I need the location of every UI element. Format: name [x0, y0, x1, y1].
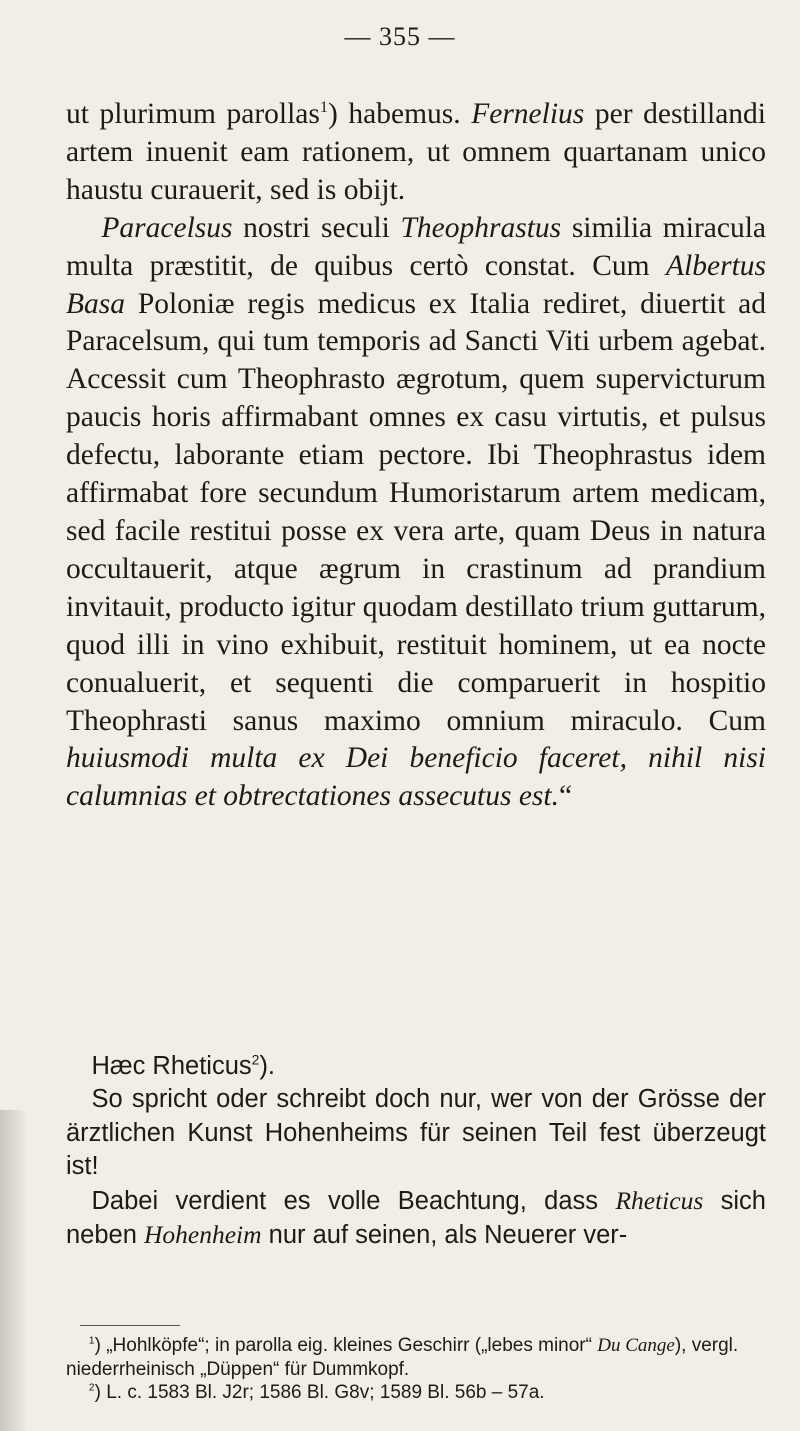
german-commentary: [66, 1050, 766, 1252]
name-theophrastus: Theophrastus: [400, 211, 562, 244]
footnote-mark: 2: [88, 1382, 95, 1394]
text-run: nur auf seinen, als Neuerer ver-: [261, 1221, 628, 1250]
footnote-ref-2[interactable]: 2: [251, 1051, 260, 1068]
closing-quote: “: [558, 780, 573, 813]
name-albertus-basa: Albertus Basa: [66, 249, 766, 320]
text-run: ) „Hohlköpfe“; in parolla eig. kleines Geschirr („lebes minor“: [94, 1335, 598, 1356]
text-run: ).: [259, 1052, 276, 1080]
name-hohenheim: Hohenheim: [144, 1220, 262, 1250]
name-fernelius: Fernelius: [471, 98, 585, 130]
haec-rheticus-line: [66, 1050, 766, 1083]
name-paracelsus: Paracelsus: [101, 211, 233, 244]
italic-closing-sentence: huiusmodi multa ex Dei beneficio faceret, nihil nisi calumnias et obtrectationes assecutus est.: [66, 742, 766, 813]
text-run: ) L. c. 1583 Bl. J2r; 1586 Bl. G8v; 1589 Bl. 56b – 57a.: [94, 1382, 545, 1403]
german-paragraph-1: So spricht oder schreibt doch nur, wer von der Grösse der ärztlichen Kunst Hohenheims für seinen Teil fest überzeugt ist!: [66, 1085, 766, 1181]
text-run: sich neben: [66, 1186, 766, 1250]
binding-shadow: [0, 1110, 28, 1431]
latin-paragraph-1: [66, 96, 766, 210]
name-rheticus: Rheticus: [615, 1185, 704, 1215]
footnote-mark: 1: [88, 1335, 95, 1347]
text-run: ut plurimum parollas: [66, 98, 320, 130]
footnote-2: [66, 1381, 766, 1405]
footnote-1: [66, 1334, 766, 1381]
text-run: Hæc Rheticus: [91, 1052, 252, 1080]
text-run: nostri seculi: [232, 211, 401, 244]
text-run: Dabei verdient es volle Beachtung, dass: [91, 1186, 616, 1215]
text-run: ) habemus.: [327, 98, 472, 130]
text-run: Poloniæ regis medicus ex Italia rediret, diuertit ad Paracelsum, qui tum temporis ad Sancti Viti urbem agebat. Accessit cum Theophrasto ægrotum, quem supervicturum paucis horis affirmabant omnes ex casu virtutis, et pulsus defectu, laborante etiam pectore. Ibi Theophrastus idem affirmabat fore secundum Humoristarum artem medicam, sed facile restitui posse ex vera arte, quam Deus in natura occultauerit, atque ægrum in crastinum ad prandium invitauit, producto igitur quodam destillato trium guttarum, quod illi in vino exhibuit, restituit hominem, ut ea nocte conualuerit, et sequenti die comparuerit in hospitio Theophrasti sanus maximo omnium miraculo. Cum: [66, 287, 766, 737]
footnote-ref-1[interactable]: 1: [319, 98, 328, 117]
footnote-divider: [80, 1325, 180, 1326]
latin-quotation: [66, 96, 766, 816]
page-number: — 355 —: [344, 22, 456, 51]
text-run: per destillandi artem inuenit eam rationem, ut omnem quartanam unico haustu curauerit, sed is obijt.: [66, 98, 766, 206]
german-paragraph-2: [66, 1184, 766, 1253]
latin-paragraph-2: [66, 210, 766, 817]
text-run: ), vergl. niederrheinisch „Düppen“ für Dummkopf.: [66, 1335, 739, 1380]
author-du-cange: Du Cange: [597, 1335, 675, 1356]
footnotes: [66, 1334, 766, 1405]
text-run: similia miracula multa præstitit, de quibus certò constat. Cum: [66, 211, 766, 282]
